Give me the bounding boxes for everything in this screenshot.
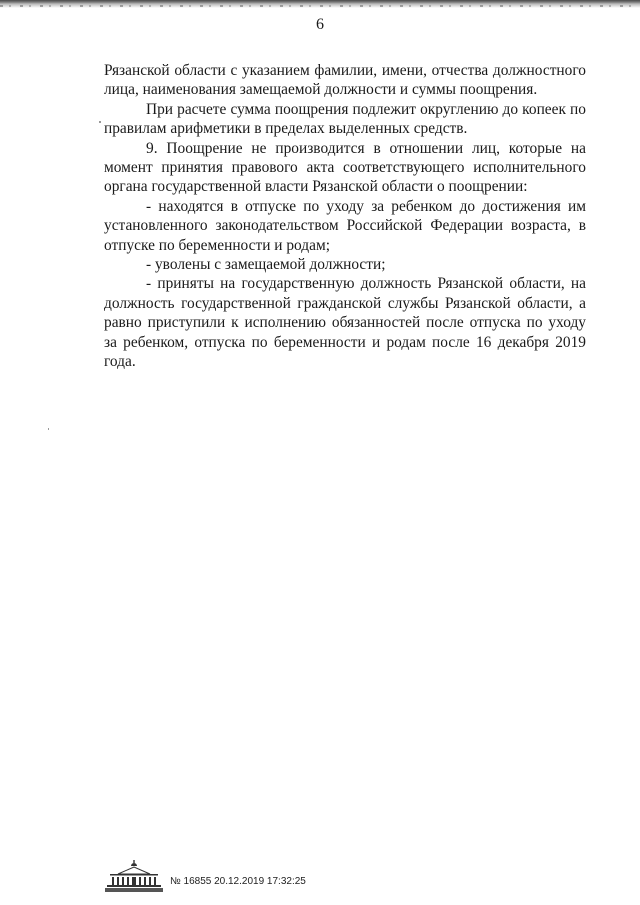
scan-speck: [99, 121, 101, 123]
government-building-icon: [104, 858, 164, 894]
registration-number: № 16855 20.12.2019 17:32:25: [170, 876, 306, 887]
paragraph-item-9: 9. Поощрение не производится в отношении лиц, которые на момент принятия правового акта соответствующего исполнительного органа государственной власти Рязанской области о поощрении:: [104, 139, 586, 196]
paragraph-rounding-rule: При расчете сумма поощрения подлежит округлению до копеек по правилам арифметики в пределах выделенных средств.: [104, 100, 586, 138]
list-item-parental-leave: - находятся в отпуске по уходу за ребенком до достижения им установленного законодательством Российской Федерации возраста, в отпуске по беременности и родам;: [104, 197, 586, 254]
page-number: 6: [316, 16, 324, 33]
document-body: [104, 61, 586, 372]
registration-stamp: [104, 858, 404, 898]
list-item-newly-appointed: - приняты на государственную должность Рязанской области, на должность государственной гражданской службы Рязанской области, а равно приступили к исполнению обязанностей после отпуска по уходу за ребенком, отпуска по беременности и родам после 16 декабря 2019 года.: [104, 275, 586, 371]
list-item-dismissed: - уволены с замещаемой должности;: [146, 256, 386, 274]
scan-top-edge: [0, 0, 640, 8]
paragraph-recipient-list: Рязанской области с указанием фамилии, имени, отчества должностного лица, наименования замещаемой должности и суммы поощрения.: [104, 62, 586, 99]
scan-speck: [48, 428, 49, 430]
